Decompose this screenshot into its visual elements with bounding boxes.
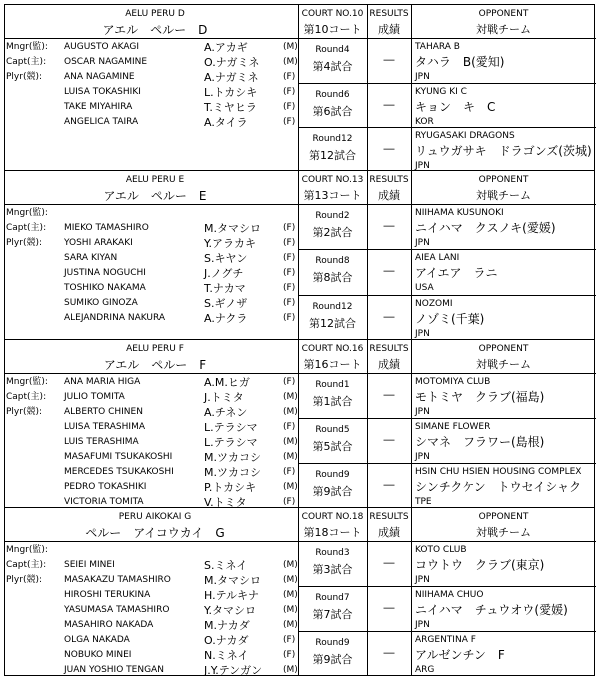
row-divider [298, 586, 596, 587]
member-name-jp: P.トカシキ [204, 481, 257, 494]
match-round: Round9 [315, 638, 350, 648]
court-label: COURT NO.13 [301, 175, 364, 185]
member-gender: (M) [283, 482, 298, 492]
member-name-jp: M.タマシロ [204, 574, 261, 587]
member-name-jp: S.キヤン [204, 252, 248, 265]
match-round-jp: 第4試合 [312, 60, 353, 73]
opponent-country: JPN [415, 452, 430, 462]
member-name-jp: H.テルキナ [204, 589, 260, 602]
opponent-name-jp: アルゼンチン F [415, 648, 505, 662]
member-name-en: MASAKAZU TAMASHIRO [64, 575, 171, 585]
member-gender: (F) [283, 497, 296, 507]
member-name-en: SEIEI MINEI [64, 560, 115, 570]
match-round-jp: 第1試合 [312, 395, 353, 408]
column-divider [298, 5, 299, 170]
opponent-name-jp: キョン キ C [415, 100, 496, 114]
results-label: RESULTS [369, 9, 409, 19]
opponent-name-jp: ノゾミ(千葉) [415, 312, 485, 326]
member-name-en: TOSHIKO NAKAMA [64, 283, 146, 293]
match-result: ― [383, 219, 395, 232]
team-name-jp: アエル ペルー E [103, 189, 207, 203]
match-round: Round9 [315, 470, 350, 480]
row-divider [298, 463, 596, 464]
results-label: RESULTS [369, 175, 409, 185]
opponent-name-en: AIEA LANI [415, 253, 460, 263]
member-gender: (F) [283, 117, 296, 127]
opponent-label-jp: 対戦チーム [476, 358, 531, 371]
member-name-jp: V.トミタ [204, 496, 247, 509]
opponent-name-jp: アイエア ラニ [415, 266, 498, 280]
member-gender: (F) [283, 253, 296, 263]
match-round-jp: 第12試合 [309, 317, 356, 330]
member-name-jp: A.タイラ [204, 116, 248, 129]
member-gender: (F) [283, 467, 296, 477]
match-round: Round12 [312, 134, 353, 144]
member-name-en: SARA KIYAN [64, 253, 118, 263]
member-name-jp: S.ギノザ [204, 297, 248, 310]
court-label-jp: 第16コート [303, 358, 362, 371]
column-divider [411, 5, 412, 170]
match-round-jp: 第9試合 [312, 485, 353, 498]
team-name-jp: ペルー アイコウカイ G [85, 526, 225, 540]
column-divider [411, 340, 412, 507]
member-gender: (F) [283, 72, 296, 82]
team-block [4, 4, 595, 171]
opponent-name-jp: シンチクケン トウセイシャク [415, 480, 582, 494]
role-player: Plyr(競): [6, 575, 43, 585]
opponent-country: USA [415, 283, 434, 293]
match-round: Round2 [315, 211, 350, 221]
role-manager: Mngr(監): [6, 42, 48, 52]
row-divider [298, 249, 596, 250]
member-gender: (F) [283, 102, 296, 112]
opponent-country: JPN [415, 238, 430, 248]
member-name-en: ALBERTO CHINEN [64, 407, 143, 417]
member-gender: (M) [283, 42, 298, 52]
court-label-jp: 第13コート [303, 189, 362, 202]
match-round: Round1 [315, 380, 350, 390]
member-name-jp: L.テラシマ [204, 421, 258, 434]
role-player: Plyr(競): [6, 407, 43, 417]
opponent-name-jp: リュウガサキ ドラゴンズ(茨城) [415, 144, 592, 158]
row-divider [298, 418, 596, 419]
match-result: ― [383, 53, 395, 66]
row-divider [5, 204, 596, 205]
role-captain: Capt(主): [6, 392, 47, 402]
match-result: ― [383, 310, 395, 323]
member-name-en: JULIO TOMITA [64, 392, 125, 402]
role-player: Plyr(競): [6, 72, 43, 82]
opponent-country: JPN [415, 407, 430, 417]
member-name-jp: A.ナガミネ [204, 71, 259, 84]
member-gender: (M) [283, 575, 298, 585]
opponent-name-en: NOZOMI [415, 299, 453, 309]
opponent-name-en: RYUGASAKI DRAGONS [415, 131, 515, 141]
member-name-en: MIEKO TAMASHIRO [64, 223, 149, 233]
member-name-en: MASAFUMI TSUKAKOSHI [64, 452, 173, 462]
opponent-label: OPPONENT [478, 9, 529, 19]
member-gender: (M) [283, 407, 298, 417]
member-gender: (F) [283, 635, 296, 645]
member-name-en: YOSHI ARAKAKI [64, 238, 133, 248]
member-name-en: TAKE MIYAHIRA [64, 102, 133, 112]
match-round-jp: 第2試合 [312, 226, 353, 239]
opponent-label: OPPONENT [478, 512, 529, 522]
opponent-name-en: KOTO CLUB [415, 545, 467, 555]
row-divider [5, 38, 596, 39]
team-name-jp: アエル ペルー F [103, 358, 207, 372]
role-captain: Capt(主): [6, 57, 47, 67]
opponent-name-en: KYUNG KI C [415, 87, 467, 97]
results-label-jp: 成績 [378, 189, 400, 202]
member-name-en: YASUMASA TAMASHIRO [64, 605, 170, 615]
member-name-jp: A.M.ヒガ [204, 376, 250, 389]
opponent-country: JPN [415, 72, 430, 82]
member-name-jp: A.アカギ [204, 41, 248, 54]
opponent-label-jp: 対戦チーム [476, 23, 531, 36]
court-label-jp: 第18コート [303, 526, 362, 539]
match-round-jp: 第6試合 [312, 105, 353, 118]
column-divider [298, 508, 299, 675]
results-label-jp: 成績 [378, 358, 400, 371]
results-label-jp: 成績 [378, 526, 400, 539]
member-gender: (F) [283, 223, 296, 233]
member-gender: (M) [283, 665, 298, 675]
member-name-en: MASAHIRO NAKADA [64, 620, 154, 630]
opponent-name-en: SIMANE FLOWER [415, 422, 491, 432]
opponent-country: JPN [415, 161, 430, 171]
member-name-en: LUIS TERASHIMA [64, 437, 139, 447]
opponent-country: JPN [415, 329, 430, 339]
team-name-en: AELU PERU D [125, 9, 185, 19]
member-gender: (F) [283, 650, 296, 660]
member-gender: (F) [283, 283, 296, 293]
member-name-jp: N.ミネイ [204, 649, 249, 662]
match-result: ― [383, 142, 395, 155]
member-gender: (M) [283, 560, 298, 570]
opponent-country: KOR [415, 117, 434, 127]
member-name-en: LUISA TOKASHIKI [64, 87, 141, 97]
opponent-name-jp: タハラ B(愛知) [415, 55, 505, 69]
opponent-name-jp: ニイハマ チュウオウ(愛媛) [415, 603, 568, 617]
member-name-jp: A.ナクラ [204, 312, 248, 325]
opponent-label-jp: 対戦チーム [476, 189, 531, 202]
member-gender: (M) [283, 437, 298, 447]
member-gender: (F) [283, 313, 296, 323]
member-name-jp: J.ノグチ [204, 267, 244, 280]
member-name-jp: Y.アラカキ [204, 237, 256, 250]
row-divider [5, 373, 596, 374]
team-block [4, 340, 595, 508]
match-result: ― [383, 556, 395, 569]
match-round: Round3 [315, 548, 350, 558]
column-divider [298, 340, 299, 507]
opponent-name-en: NIIHAMA CHUO [415, 590, 484, 600]
row-divider [298, 631, 596, 632]
member-name-jp: J.トミタ [204, 391, 244, 404]
member-name-en: ALEJANDRINA NAKURA [64, 313, 166, 323]
opponent-name-en: NIIHAMA KUSUNOKI [415, 208, 504, 218]
member-gender: (M) [283, 590, 298, 600]
member-name-en: MERCEDES TSUKAKOSHI [64, 467, 174, 477]
member-name-en: JUSTINA NOGUCHI [64, 268, 146, 278]
member-gender: (F) [283, 268, 296, 278]
opponent-label: OPPONENT [478, 175, 529, 185]
member-name-jp: L.トカシキ [204, 86, 258, 99]
row-divider [298, 127, 596, 128]
member-name-jp: M.ツカコシ [204, 451, 261, 464]
match-result: ― [383, 388, 395, 401]
team-name-en: AELU PERU F [126, 344, 184, 354]
member-gender: (M) [283, 620, 298, 630]
row-divider [298, 83, 596, 84]
opponent-country: JPN [415, 575, 430, 585]
member-gender: (F) [283, 377, 296, 387]
opponent-country: TPE [415, 497, 432, 507]
opponent-name-jp: コウトウ クラブ(東京) [415, 558, 545, 572]
member-gender: (M) [283, 57, 298, 67]
opponent-name-en: ARGENTINA F [415, 635, 476, 645]
member-name-jp: A.チネン [204, 406, 248, 419]
match-result: ― [383, 601, 395, 614]
member-name-jp: Y.タマシロ [204, 604, 256, 617]
match-round: Round6 [315, 90, 350, 100]
match-round: Round7 [315, 593, 350, 603]
opponent-name-en: MOTOMIYA CLUB [415, 377, 491, 387]
member-name-en: HIROSHI TERUKINA [64, 590, 151, 600]
member-name-en: OSCAR NAGAMINE [64, 57, 148, 67]
member-gender: (F) [283, 298, 296, 308]
column-divider [367, 508, 368, 675]
member-gender: (M) [283, 605, 298, 615]
team-name-en: PERU AIKOKAI G [118, 512, 192, 522]
member-gender: (M) [283, 392, 298, 402]
member-name-en: AUGUSTO AKAGI [64, 42, 139, 52]
match-round-jp: 第3試合 [312, 563, 353, 576]
member-name-en: PEDRO TOKASHIKI [64, 482, 147, 492]
member-name-en: NOBUKO MINEI [64, 650, 132, 660]
member-name-jp: T.ナカマ [204, 282, 246, 295]
match-round-jp: 第5試合 [312, 440, 353, 453]
match-round: Round12 [312, 302, 353, 312]
member-name-jp: L.テラシマ [204, 436, 258, 449]
member-gender: (F) [283, 87, 296, 97]
member-name-jp: O.ナガミネ [204, 56, 260, 69]
role-player: Plyr(競): [6, 238, 43, 248]
opponent-name-en: TAHARA B [415, 42, 460, 52]
role-manager: Mngr(監): [6, 377, 48, 387]
member-name-jp: M.ナカダ [204, 619, 250, 632]
member-name-en: LUISA TERASHIMA [64, 422, 145, 432]
member-name-jp: T.ミヤヒラ [204, 101, 257, 114]
match-round-jp: 第8試合 [312, 271, 353, 284]
opponent-country: JPN [415, 620, 430, 630]
member-name-en: JUAN YOSHIO TENGAN [64, 665, 164, 675]
match-round: Round8 [315, 256, 350, 266]
member-name-en: ANGELICA TAIRA [64, 117, 139, 127]
team-block [4, 171, 595, 340]
column-divider [411, 171, 412, 339]
court-label-jp: 第10コート [303, 23, 362, 36]
column-divider [367, 171, 368, 339]
column-divider [411, 508, 412, 675]
column-divider [367, 5, 368, 170]
match-result: ― [383, 433, 395, 446]
opponent-name-jp: ニイハマ クスノキ(愛媛) [415, 221, 556, 235]
role-manager: Mngr(監): [6, 208, 48, 218]
member-name-en: ANA MARIA HIGA [64, 377, 141, 387]
member-name-jp: O.ナカダ [204, 634, 249, 647]
court-label: COURT NO.16 [301, 344, 364, 354]
court-label: COURT NO.10 [301, 9, 364, 19]
match-result: ― [383, 264, 395, 277]
column-divider [367, 340, 368, 507]
member-gender: (F) [283, 422, 296, 432]
opponent-label-jp: 対戦チーム [476, 526, 531, 539]
member-name-jp: J.Y.テンガン [204, 664, 263, 677]
member-name-en: SUMIKO GINOZA [64, 298, 138, 308]
row-divider [5, 541, 596, 542]
member-gender: (M) [283, 452, 298, 462]
match-result: ― [383, 646, 395, 659]
column-divider [298, 171, 299, 339]
opponent-name-en: HSIN CHU HSIEN HOUSING COMPLEX [415, 467, 582, 477]
member-name-en: OLGA NAKADA [64, 635, 130, 645]
member-name-jp: M.タマシロ [204, 222, 261, 235]
match-result: ― [383, 478, 395, 491]
row-divider [298, 295, 596, 296]
opponent-name-jp: シマネ フラワー(島根) [415, 435, 545, 449]
team-name-en: AELU PERU E [125, 175, 185, 185]
opponent-country: ARG [415, 665, 435, 675]
match-round-jp: 第9試合 [312, 653, 353, 666]
court-label: COURT NO.18 [301, 512, 364, 522]
results-label-jp: 成績 [378, 23, 400, 36]
opponent-name-jp: モトミヤ クラブ(福島) [415, 390, 545, 404]
member-name-en: ANA NAGAMINE [64, 72, 135, 82]
member-name-jp: M.ツカコシ [204, 466, 261, 479]
team-name-jp: アエル ペルー D [102, 23, 208, 37]
opponent-label: OPPONENT [478, 344, 529, 354]
match-round-jp: 第12試合 [309, 149, 356, 162]
role-captain: Capt(主): [6, 223, 47, 233]
role-captain: Capt(主): [6, 560, 47, 570]
member-name-jp: S.ミネイ [204, 559, 248, 572]
results-label: RESULTS [369, 344, 409, 354]
match-round: Round5 [315, 425, 350, 435]
results-label: RESULTS [369, 512, 409, 522]
role-manager: Mngr(監): [6, 545, 48, 555]
match-round-jp: 第7試合 [312, 608, 353, 621]
team-block [4, 508, 595, 676]
member-name-en: VICTORIA TOMITA [64, 497, 144, 507]
match-round: Round4 [315, 45, 350, 55]
member-gender: (F) [283, 238, 296, 248]
match-result: ― [383, 98, 395, 111]
